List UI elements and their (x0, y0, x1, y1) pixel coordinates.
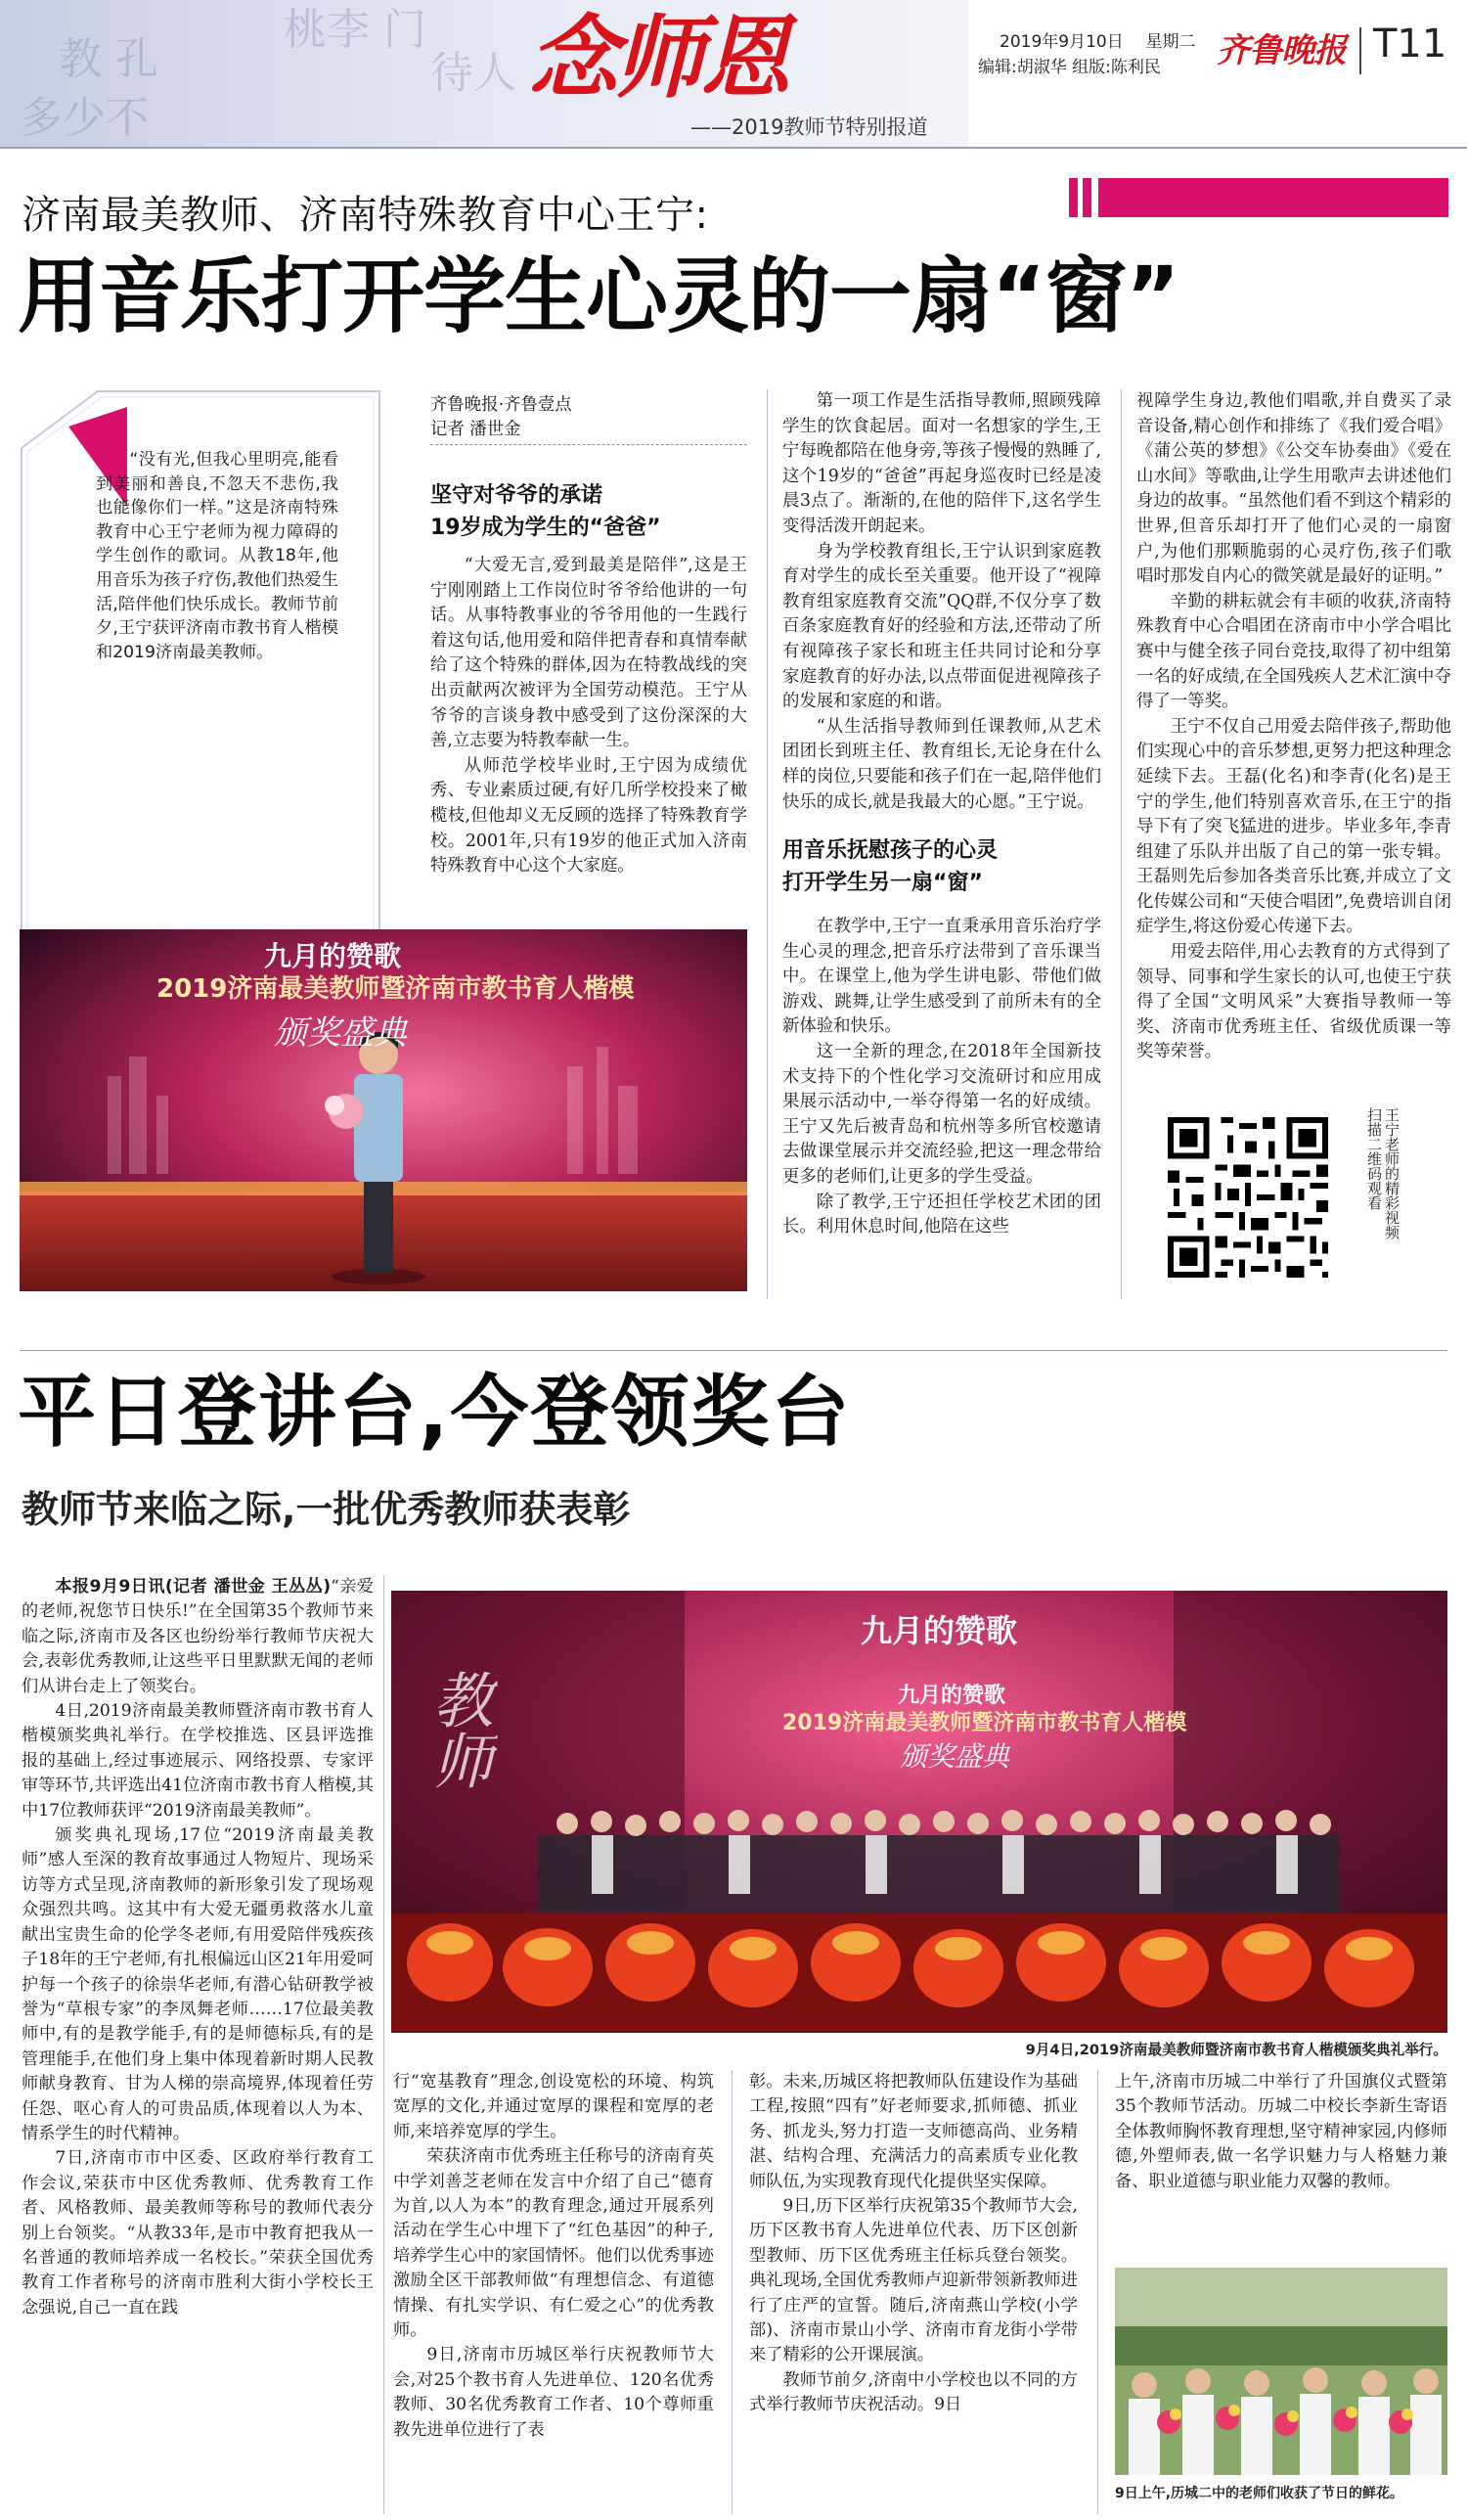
qr-caption-line-2: 扫描二维码观看 (1365, 1107, 1383, 1210)
column-separator (1097, 2070, 1098, 2514)
dancers-row (391, 1913, 1447, 2033)
paragraph: 4日,2019济南最美教师暨济南市教书育人楷模颁奖典礼举行。在学校推选、区县评选推报的基础上,经过事迹展示、网络投票、专家评审等环节,共评选出41位济南市教书育人楷模,其中17位教师获评“2019济南最美教师”。 (22, 1701, 374, 1821)
small-photo-caption: 9日上午,历城二中的老师们收获了节日的鲜花。 (1115, 2486, 1404, 2501)
story1-column-2 (782, 389, 1101, 1299)
photo-banner-line-1: 九月的赞歌 (264, 940, 402, 972)
bg-poem-line: 桃李 门 (284, 5, 426, 55)
editors-line: 编辑:胡淑华 组版:陈利民 (978, 58, 1161, 77)
lead-byline: 本报9月9日讯(记者 潘世金 王丛丛) (55, 1577, 332, 1597)
paragraph: 在教学中,王宁一直秉承用音乐治疗学生心灵的理念,把音乐疗法带到了音乐课当中。在课堂上,他为学生讲电影、带他们做游戏、跳舞,让学生感受到了前所未有的全新体验和快乐。 (782, 917, 1101, 1037)
byline-reporter: 记者 潘世金 (430, 420, 521, 439)
paragraph: 身为学校教育组长,王宁认识到家庭教育对学生的成长至关重要。他开设了“视障教育组家庭教育交流”QQ群,不仅分享了数百条家庭教育好的经验和方法,还带动了所有视障孩子家长和班主任共同讨论和分享家庭教育的好办法,以点带面促进视障孩子的发展和家庭的和谐。 (782, 541, 1101, 712)
story-separator (20, 1350, 1447, 1351)
paragraph: 辛勤的耕耘就会有丰硕的收获,济南特殊教育中心合唱团在济南市中小学合唱比赛中与健全孩子同台竞技,取得了初中组第一名的好成绩,在全国残疾人艺术汇演中夺得了一等奖。 (1136, 591, 1451, 712)
qr-caption-line-1: 王宁老师的精彩视频 (1383, 1107, 1400, 1239)
group-award-scene (391, 1591, 1447, 2033)
weekday-text: 星期二 (1145, 32, 1196, 52)
column-separator (1121, 389, 1122, 1299)
series-subtitle: ——2019教师节特别报道 (690, 115, 928, 139)
calligraphy-title: 念师恩 (528, 5, 787, 111)
story1-headline: 用音乐打开学生心灵的一扇“窗” (18, 248, 1179, 344)
bg-poem-line: 待人 (430, 48, 516, 98)
lead-text: “亲爱的老师,祝您节日快乐!”在全国第35个教师节来临之际,济南市及各区也纷纷举行教师节庆祝大会,表彰优秀教师,让这些平日里默默无闻的老师们从讲台走上了领奖台。 (22, 1577, 374, 1696)
paragraph: 彰。未来,历城区将把教师队伍建设作为基础工程,按照“四有”好老师要求,抓师德、抓业务、抓龙头,努力打造一支师德高尚、业务精湛、结构合理、充满活力的高素质专业化教师队伍,为实现教育现代化提供坚实保障。 (749, 2072, 1078, 2191)
newspaper-logo: 齐鲁晚报 (1217, 31, 1346, 70)
photo-caption: 9月4日,2019济南最美教师暨济南市教书育人楷模颁奖典礼举行。 (1025, 2042, 1447, 2058)
page-number: T11 (1373, 22, 1447, 67)
paragraph: 7日,济南市市中区委、区政府举行教育工作会议,荣获市中区优秀教师、优秀教育工作者、风格教师、最美教师等称号的教师代表分别上台领奖。“从教33年,是市中教育把我从一名普通的教师培养成一名校长。”荣获全国优秀教育工作者称号的济南市胜利大街小学校长王念强说,自己一直在践 (22, 2148, 374, 2318)
photo-banner-line-2: 2019济南最美教师暨济南市教书育人楷模 (782, 1711, 1187, 1735)
date-text: 2019年9月10日 (1000, 32, 1124, 52)
teachers-with-flowers (1115, 2268, 1447, 2475)
paragraph: 从师范学校毕业时,王宁因为成绩优秀、专业素质过硬,有好几所学校投来了橄榄枝,但他却义无反顾的选择了特殊教育学校。2001年,只有19岁的他正式加入济南特殊教育中心这个大家庭。 (430, 755, 747, 877)
story2-column-2 (393, 2070, 714, 2514)
magenta-accent-bar (1069, 178, 1448, 217)
paragraph: “大爱无言,爱到最美是陪伴”,这是王宁刚刚踏上工作岗位时爷爷给他讲的一句话。从事特教事业的爷爷用他的一生践行着这句话,他用爱和陪伴把青春和真情奉献给了这个特殊的群体,因为在特教战线的突出贡献两次被评为全国劳动模范。王宁从爷爷的言谈身教中感受到了这份深深的大善,立志要为特教奉献一生。 (430, 556, 747, 751)
story2-column-3 (749, 2070, 1078, 2514)
header-bg-poem (20, 5, 606, 145)
story1-kicker: 济南最美教师、济南特殊教育中心王宁: (22, 193, 709, 238)
story1-photo (20, 929, 747, 1291)
byline-org: 齐鲁晚报·齐鲁壹点 (430, 395, 572, 415)
story1-column-1 (430, 475, 747, 906)
column-separator (767, 389, 768, 1299)
bg-poem-line: 多少不 (20, 93, 149, 143)
story2-column-4 (1115, 2070, 1447, 2266)
subhead-1: 坚守对爷爷的承诺 19岁成为学生的“爸爸” (430, 483, 661, 540)
photo-title: 九月的赞歌 (861, 1612, 1018, 1649)
subhead-2: 用音乐抚慰孩子的心灵 打开学生另一扇“窗” (782, 838, 999, 896)
photo-banner-line-2: 2019济南最美教师暨济南市教书育人楷模 (156, 974, 635, 1004)
story1-column-3 (1136, 389, 1451, 1109)
photo-banner-line-1: 九月的赞歌 (898, 1683, 1006, 1708)
bg-poem-line: 教 孔 (59, 34, 158, 84)
small-photo (1115, 2268, 1447, 2475)
issue-date (1000, 27, 1196, 52)
paragraph: 除了教学,王宁还担任学校艺术团的团长。利用休息时间,他陪在这些 (782, 1192, 1101, 1238)
story2-subtitle: 教师节来临之际,一批优秀教师获表彰 (22, 1488, 631, 1531)
paragraph: 王宁不仅自己用爱去陪伴孩子,帮助他们实现心中的音乐梦想,更努力把这种理念延续下去。王磊(化名)和李青(化名)是王宁的学生,他们特别喜欢音乐,在王宁的指导下有了突飞猛进的进步。毕业多年,李青组建了乐队并出版了自己的第一张专辑。王磊则先后参加各类音乐比赛,并成立了文化传媒公司和“天使合唱团”,免费培训自闭症学生,将这份爱心传递下去。 (1136, 716, 1451, 937)
photo-side-text: 教师 (422, 1669, 494, 1790)
byline-rule (430, 444, 747, 445)
paragraph: 9日,济南市历城区举行庆祝教师节大会,对25个教书育人先进单位、120名优秀教师、30名优秀教育工作者、10个尊师重教先进单位进行了表 (393, 2345, 714, 2440)
paragraph: 9日,历下区举行庆祝第35个教师节大会,历下区教书育人先进单位代表、历下区创新型教师、历下区优秀班主任标兵登台领奖。典礼现场,全国优秀教师卢迎新带领新教师进行了庄严的宣誓。随后,济南燕山学校(小学部)、济南市景山小学、济南市育龙街小学带来了精彩的公开课展演。 (749, 2196, 1078, 2365)
story1-byline (430, 393, 572, 442)
photo-banner-line-3: 颁奖盛典 (274, 1013, 407, 1053)
paragraph: 用爱去陪伴,用心去教育的方式得到了领导、同事和学生家长的认可,也使王宁获得了全国“文明风采”大赛指导教师一等奖、济南市优秀班主任、省级优质课一等奖等荣誉。 (1136, 942, 1451, 1062)
paragraph: 荣获济南市优秀班主任称号的济南育英中学刘善芝老师在发言中介绍了自己“德育为首,以人为本”的教育理念,通过开展系列活动在学生心中埋下了“红色基因”的种子,培养学生心中的家国情怀。他们以优秀事迹激励全区干部教师做“有理想信念、有道德情操、有扎实学识、有仁爱之心”的优秀教师。 (393, 2146, 714, 2341)
column-separator (383, 1575, 384, 2514)
paragraph: 颁奖典礼现场,17位“2019济南最美教师”感人至深的教育故事通过人物短片、现场采访等方式呈现,济南教师的新形象引发了现场观众强烈共鸣。这其中有大爱无疆勇救落水儿童献出宝贵生命的伦学冬老师,有用爱陪伴残疾孩子18年的王宁老师,有扎根偏远山区21年用爱呵护每一个孩子的徐崇华老师,有潜心钻研教学被誉为“草根专家”的李凤舞老师……17位最美教师中,有的是教学能手,有的是师德标兵,有的是管理能手,在他们身上集中体现着新时期人民教师献身教育、甘为人梯的崇高境界,体现着任劳任怨、呕心育人的可贵品质,体现着以人为本、情系学生的时代精神。 (22, 1825, 374, 2143)
paragraph: 上午,济南市历城二中举行了升国旗仪式暨第35个教师节活动。历城二中校长李新生寄语全体教师胸怀教育理想,坚守精神家园,内修师德,外塑师表,做一名学识魅力与人格魅力兼备、职业道德与职业能力双馨的教师。 (1115, 2072, 1447, 2191)
paragraph: “从生活指导教师到任课教师,从艺术团团长到班主任、教育组长,无论身在什么样的岗位,只要能和孩子们在一起,陪伴他们快乐的成长,就是我最大的心愿。”王宁说。 (782, 716, 1101, 812)
paragraph: 行“宽基教育”理念,创设宽松的环境、构筑宽厚的文化,并通过宽厚的课程和宽厚的老师,来培养宽厚的学生。 (393, 2072, 714, 2141)
qr-caption (1342, 1107, 1400, 1293)
qr-code (1162, 1111, 1334, 1283)
paragraph: 教师节前夕,济南中小学校也以不同的方式举行教师节庆祝活动。9日 (749, 2369, 1078, 2415)
paragraph: 第一项工作是生活指导教师,照顾残障学生的饮食起居。面对一名想家的学生,王宁每晚都陪在他身旁,等孩子慢慢的熟睡了,这个19岁的“爸爸”再起身巡夜时已经是凌晨3点了。渐渐的,在他的陪伴下,这名学生变得活泼开朗起来。 (782, 391, 1101, 536)
photo-banner-line-3: 颁奖盛典 (900, 1740, 1010, 1773)
story2-column-1 (22, 1575, 374, 2514)
page-divider (1359, 27, 1361, 74)
quote-box-text (96, 448, 338, 761)
story2-photo (391, 1591, 1447, 2033)
quote-text: “没有光,但我心里明亮,能看到美丽和善良,不忽天不悲伤,我也能像你们一样。”这是济南特殊教育中心王宁老师为视力障碍的学生创作的歌词。从教18年,他用音乐为孩子疗伤,教他们热爱生活,陪伴他们快乐成长。教师节前夕,王宁获评济南市教书育人楷模和2019济南最美教师。 (96, 450, 338, 662)
paragraph: 这一全新的理念,在2018年全国新技术支持下的个性化学习交流研讨和应用成果展示活动中,一举夺得第一名的好成绩。王宁又先后被青岛和杭州等多所官校邀请去做课堂展示并交流经验,把这一理念带给更多的老师们,让更多的学生受益。 (782, 1042, 1101, 1188)
paragraph (22, 1575, 374, 1699)
story2-headline: 平日登讲台,今登领奖台 (18, 1367, 852, 1458)
page-header (0, 0, 1467, 149)
column-separator (732, 2070, 733, 2514)
paragraph: 视障学生身边,教他们唱歌,并自费买了录音设备,精心创作和排练了《我们爱合唱》《蒲公英的梦想》《公交车协奏曲》《爱在山水间》等歌曲,让学生用歌声去讲述他们身边的故事。“虽然他们看不到这个精彩的世界,但音乐却打开了他们心灵的一扇窗户,为他们那颗脆弱的心灵疗伤,孩子们歌唱时那发自内心的微笑就是最好的证明。” (1136, 391, 1451, 587)
